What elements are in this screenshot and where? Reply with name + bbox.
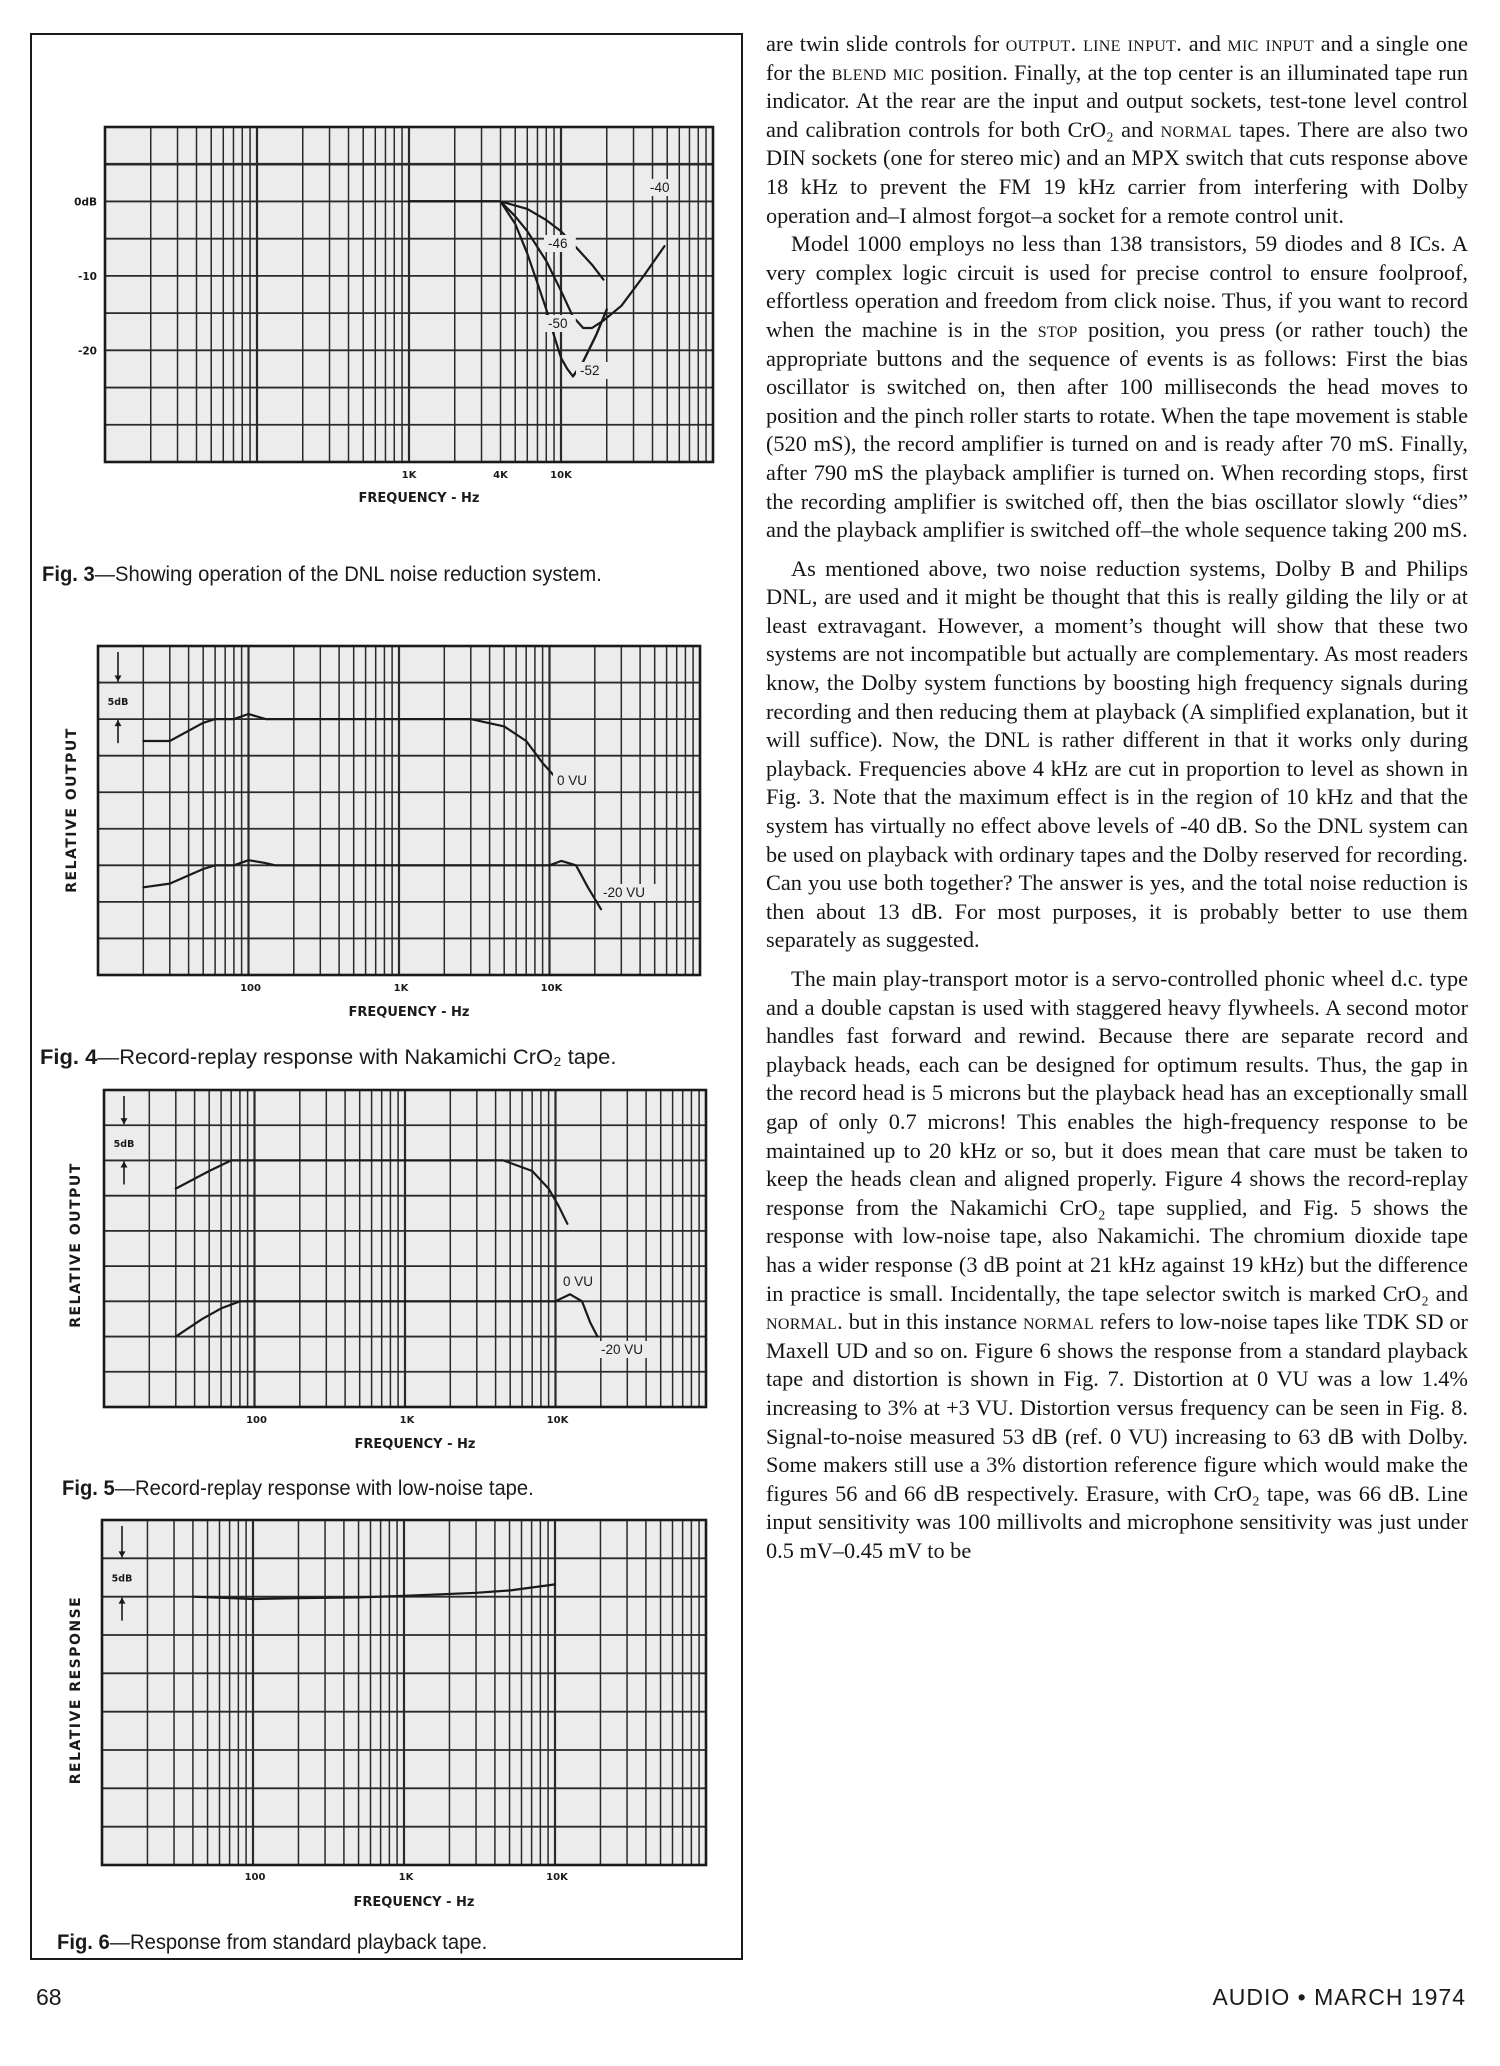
fig5-x-axis-title: FREQUENCY - Hz	[354, 1437, 476, 1452]
fig3-caption-text: —Showing operation of the DNL noise reduction system.	[94, 562, 602, 586]
fig3-y-tick-label: -10	[78, 270, 97, 283]
fig6-chart	[68, 1520, 706, 1910]
small-caps-term: line input.	[1083, 31, 1183, 56]
fig5-x-tick-label: 10K	[546, 1415, 569, 1426]
article-body	[766, 30, 1468, 1565]
fig5-curve-label: 0 VU	[563, 1274, 594, 1289]
article-paragraph: Model 1000 employs no less than 138 transistors, 59 diodes and 8 ICs. A very complex logic circuit is used for precise control to ensure foolproof, effortless operation and freedom from click noise. Thus, if you want to record when the machine is in the stop position, you press (or rather touch) the appropriate buttons and the sequence of events is as follows: First the bias oscillator is switched on, then after 100 milliseconds the head moves to position and the pinch roller starts to rotate. When the tape movement is stable (520 mS), the record amplifier is turned on and is ready after 70 mS. Finally, after 790 mS the playback amplifier is turned on. When recording stops, first the recording amplifier is switched off, then the bias oscillator slowly “dies” and the playback amplifier is switched off–the whole sequence taking 200 mS.	[766, 231, 1469, 543]
fig5-caption-text: —Record-replay response with low-noise tape.	[114, 1476, 534, 1500]
fig3-y-tick-label: 0dB	[74, 196, 97, 209]
fig6-x-tick-label: 10K	[546, 1872, 568, 1883]
fig3-chart	[74, 127, 713, 506]
fig6-x-tick-label: 1K	[398, 1872, 414, 1883]
page-number: 68	[36, 1984, 62, 2010]
fig5-chart	[68, 1090, 706, 1452]
fig6-caption	[57, 1930, 487, 1955]
small-caps-term: normal.	[766, 1309, 844, 1335]
article-paragraph: are twin slide controls for output. line input. and mic input and a single one for the blend mic position. Finally, at the top center is an illuminated tape run indicator. At the rear are the input and output sockets, test-tone level control and calibration controls for both CrO₂ and normal tapes. There are also two DIN sockets (one for stereo mic) and an MPX switch that cuts response above 18 kHz to prevent the FM 19 kHz carrier from interfering with Dolby operation and–I almost forgot–a socket for a remote control unit.	[766, 31, 1469, 228]
fig6-x-tick-label: 100	[244, 1872, 266, 1883]
fig5-curve-label: -20 VU	[601, 1342, 644, 1357]
fig6-number: Fig. 6	[57, 1930, 110, 1954]
fig4-x-tick-label: 10K	[540, 983, 563, 994]
fig4-caption	[40, 1045, 616, 1070]
fig4-curve-label: -20 VU	[603, 885, 646, 900]
magazine-footer: AUDIO • MARCH 1974	[1212, 1984, 1466, 2010]
fig5-y-axis-title: RELATIVE OUTPUT	[68, 1162, 84, 1328]
fig3-x-tick-label: 4K	[493, 470, 508, 481]
fig6-x-axis-title: FREQUENCY - Hz	[353, 1895, 475, 1910]
fig3-curve-label: -40	[650, 180, 670, 195]
fig5-number: Fig. 5	[62, 1476, 115, 1500]
svg-text:5dB: 5dB	[111, 1573, 133, 1585]
article-paragraph: The main play-transport motor is a servo-controlled phonic wheel d.c. type and a double capstan is used with staggered heavy flywheels. A second motor handles fast forward and rewind. Because there are separate record and playback heads, each can be designed for optimum results. Thus, the gap in the record head is 5 microns but the playback head has an exceptionally small gap of only 0.7 microns! This enables the high-frequency response to be maintained up to 20 kHz or so, but it does mean that care must be taken to keep the heads clean and aligned properly. Figure 4 shows the record-replay response from the Nakamichi CrO₂ tape supplied, and Fig. 5 shows the response with low-noise tape, also Nakamichi. The chromium dioxide tape has a wider response (3 dB point at 21 kHz against 19 kHz) but the difference in practice is small. Incidentally, the tape selector switch is marked CrO₂ and normal. but in this instance normal refers to low-noise tapes like TDK SD or Maxell UD and so on. Figure 6 shows the response from a standard playback tape and distortion is shown in Fig. 7. Distortion at 0 VU was a low 1.4% increasing to 3% at +3 VU. Distortion versus frequency can be seen in Fig. 8. Signal-to-noise measured 53 dB (ref. 0 VU) increasing to 63 dB with Dolby. Some makers still use a 3% distortion reference figure which would make the figures 56 and 66 dB respectively. Erasure, with CrO₂ tape, was 66 dB. Line input sensitivity was 100 millivolts and microphone sensitivity was just under 0.5 mV–0.45 mV to be	[766, 966, 1468, 1563]
fig4-x-axis-title: FREQUENCY - Hz	[348, 1005, 470, 1020]
fig3-number: Fig. 3	[42, 562, 95, 586]
fig4-caption-text: —Record-replay response with Nakamichi CrO₂ tape.	[97, 1045, 617, 1069]
small-caps-term: normal	[1160, 116, 1232, 142]
fig3-curve-label: -52	[580, 363, 600, 378]
svg-text:5dB: 5dB	[113, 1138, 135, 1150]
fig4-x-tick-label: 1K	[393, 983, 409, 994]
fig5-x-tick-label: 1K	[399, 1415, 415, 1426]
small-caps-term: mic input	[1227, 31, 1315, 56]
fig3-y-tick-label: -20	[78, 345, 97, 358]
fig3-x-tick-label: 10K	[550, 470, 572, 481]
fig4-chart	[64, 646, 700, 1020]
fig5-caption	[62, 1476, 534, 1501]
article-paragraph: As mentioned above, two noise reduction systems, Dolby B and Philips DNL, are used and it might be thought that this is really gilding the lily or at least extravagant. However, a moment’s thought will show that these two systems are not incompatible but actually are complementary. As most readers know, the Dolby system functions by boosting high frequency signals during recording and then reducing them at playback (A simplified explanation, but it will suffice). Now, the DNL is rather different in that it works only during playback. Frequencies above 4 kHz are cut in proportion to level as shown in Fig. 3. Note that the maximum effect is in the region of 10 kHz and that the system has virtually no effect above levels of -40 dB. So the DNL system can be used on playback with ordinary tapes and the Dolby reserved for recording. Can you use both together? The answer is yes, and the total noise reduction is then about 13 dB. For most purposes, it is probably better to use them separately as suggested.	[766, 555, 1468, 953]
fig4-x-tick-label: 100	[240, 983, 261, 994]
fig4-curve-label: 0 VU	[557, 773, 588, 788]
svg-text:5dB: 5dB	[107, 696, 129, 708]
fig6-caption-text: —Response from standard playback tape.	[109, 1930, 488, 1954]
fig4-number: Fig. 4	[40, 1045, 98, 1069]
small-caps-term: blend mic	[831, 59, 925, 85]
fig3-curve-label: -46	[548, 236, 568, 251]
small-caps-term: output.	[1005, 31, 1077, 56]
fig3-x-axis-title: FREQUENCY - Hz	[358, 491, 480, 506]
small-caps-term: stop	[1037, 316, 1078, 342]
small-caps-term: normal	[1022, 1309, 1095, 1335]
fig3-caption	[42, 562, 602, 587]
fig5-x-tick-label: 100	[246, 1415, 267, 1426]
fig6-y-axis-title: RELATIVE RESPONSE	[68, 1595, 84, 1785]
fig4-y-axis-title: RELATIVE OUTPUT	[64, 727, 80, 893]
fig3-curve-label: -50	[548, 316, 568, 331]
fig3-x-tick-label: 1K	[401, 470, 417, 481]
